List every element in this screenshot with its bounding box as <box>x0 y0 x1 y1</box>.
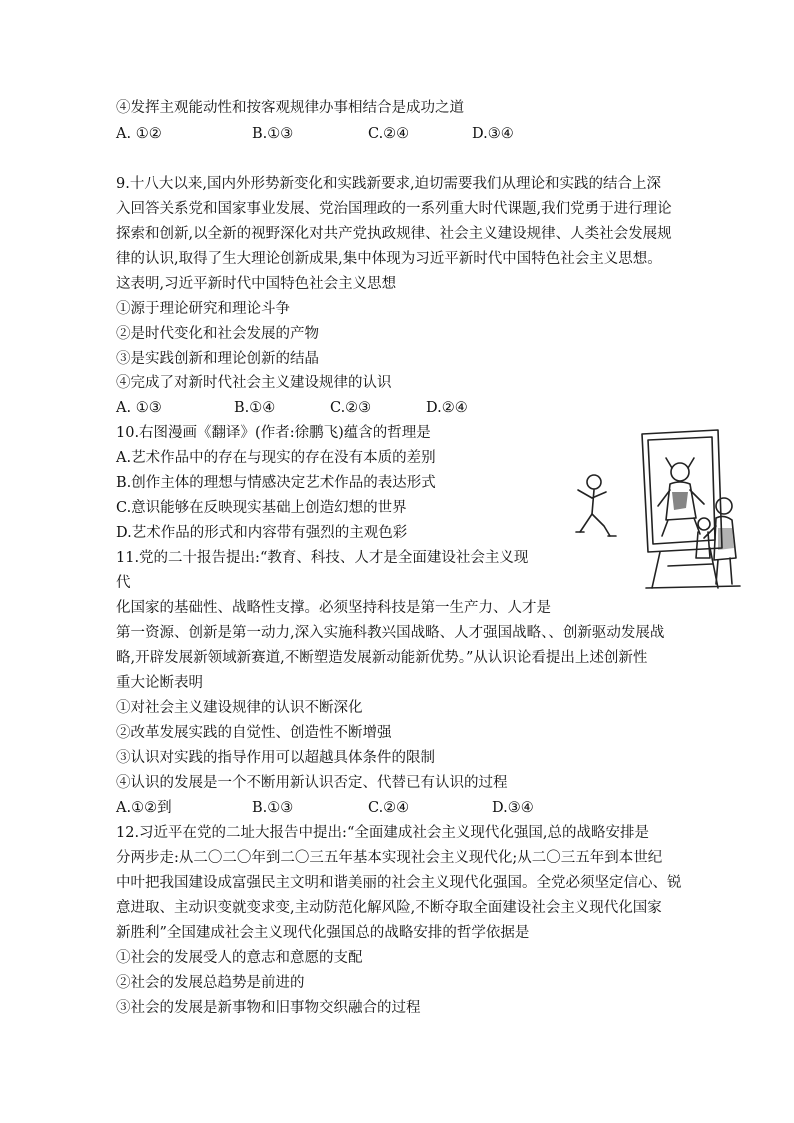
q12-stem-line: 分两步走:从二〇二〇年到二〇三五年基本实现社会主义现代化;从二〇三五年到本世纪 <box>116 850 663 866</box>
cartoon-translation-illustration <box>572 428 742 593</box>
q8-option-c: C.②④ <box>368 126 410 142</box>
q9-statement-2: ②是时代变化和社会发展的产物 <box>116 326 319 342</box>
q12-stem-line: 意进取、主动识变就变求变,主动防范化解风险,不断夺取全面建设社会主义现代化国家 <box>116 900 662 916</box>
q11-option-c: C.②④ <box>368 800 410 816</box>
q9-stem-line: 探索和创新,以全新的视野深化对共产党执政规律、社会主义建设规律、人类社会发展规 <box>116 226 672 242</box>
q9-option-c: C.②③ <box>330 400 372 416</box>
q9-option-b: B.①④ <box>234 400 276 416</box>
q11-stem-line: 第一资源、创新是第一动力,深入实施科教兴国战略、人才强国战略、、创新驱动发展战 <box>116 625 665 641</box>
q8-option-b: B.①③ <box>252 126 294 142</box>
q9-stem-line: 入回答关系党和国家事业发展、党治国理政的一系列重大时代课题,我们党勇于进行理论 <box>116 201 672 217</box>
q12-stem-line: 新胜利”全国建成社会主义现代化强国总的战略安排的哲学依据是 <box>116 925 530 941</box>
q12-statement-1: ①社会的发展受人的意志和意愿的支配 <box>116 950 363 966</box>
q8-options <box>116 124 676 144</box>
q9-stem-line: 这表明,习近平新时代中国特色社会主义思想 <box>116 276 397 292</box>
q11-statement-1: ①对社会主义建设规律的认识不断深化 <box>116 700 363 716</box>
q12-stem-line: 12.习近平在党的二址大报告中提出:“全面建成社会主义现代化强国,总的战略安排是 <box>116 825 649 841</box>
q11-statement-4: ④认识的发展是一个不断用新认识否定、代替已有认识的过程 <box>116 775 508 791</box>
q11-stem-line: 重大论断表明 <box>116 675 203 691</box>
q11-option-d: D.③④ <box>492 800 534 816</box>
q9-option-d: D.②④ <box>426 400 468 416</box>
q9-statement-3: ③是实践创新和理论创新的结晶 <box>116 351 319 367</box>
q8-option-a: A. ①② <box>116 126 162 142</box>
q12-statement-2: ②社会的发展总趋势是前进的 <box>116 975 305 991</box>
q11-option-b: B.①③ <box>252 800 294 816</box>
q9-stem-line: 律的认识,取得了生大理论创新成果,集中体现为习近平新时代中国特色社会主义思想。 <box>116 251 662 267</box>
q11-statement-3: ③认识对实践的指导作用可以超越具体条件的限制 <box>116 750 435 766</box>
q11-stem-line: 11.党的二十报告提出:“教育、科技、人才是全面建设社会主义现 <box>116 550 529 566</box>
q11-stem-line: 略,开辟发展新领域新赛道,不断塑造发展新动能新优势。”从认识论看提出上述创新性 <box>116 650 648 666</box>
q9-statement-4: ④完成了对新时代社会主义建设规律的认识 <box>116 375 392 391</box>
q10-choice-b: B.创作主体的理想与情感决定艺术作品的表达形式 <box>116 475 436 491</box>
q10-choice-d: D.艺术作品的形式和内容带有强烈的主观色彩 <box>116 525 408 541</box>
q10-stem: 10.右图漫画《翻译》(作者:徐鹏飞)蕴含的哲理是 <box>116 425 431 441</box>
q11-options <box>116 798 676 818</box>
q9-options <box>116 398 676 418</box>
q11-stem-line: 代 <box>116 575 131 591</box>
q10-choice-a: A.艺术作品中的存在与现实的存在没有本质的差别 <box>116 450 436 466</box>
q11-stem-line: 化国家的基础性、战略性支撑。必须坚持科技是第一生产力、人才是 <box>116 600 551 616</box>
q9-stem-line: 9.十八大以来,国内外形势新变化和实践新要求,迫切需要我们从理论和实践的结合上深 <box>116 176 662 192</box>
q11-option-a: A.①②到 <box>116 800 172 816</box>
q11-statement-2: ②改革发展实践的自觉性、创造性不断增强 <box>116 725 392 741</box>
cartoon-drawing <box>572 428 742 593</box>
q10-choice-c: C.意识能够在反映现实基础上创造幻想的世界 <box>116 500 407 516</box>
q8-option-d: D.③④ <box>472 126 514 142</box>
q12-statement-3: ③社会的发展是新事物和旧事物交织融合的过程 <box>116 1000 421 1016</box>
q9-option-a: A. ①③ <box>116 400 162 416</box>
q8-statement-4: ④发挥主观能动性和按客观规律办事相结合是成功之道 <box>116 100 464 116</box>
q9-statement-1: ①源于理论研究和理论斗争 <box>116 301 290 317</box>
q12-stem-line: 中叶把我国建设成富强民主文明和谐美丽的社会主义现代化强国。全党必须坚定信心、锐 <box>116 875 682 891</box>
